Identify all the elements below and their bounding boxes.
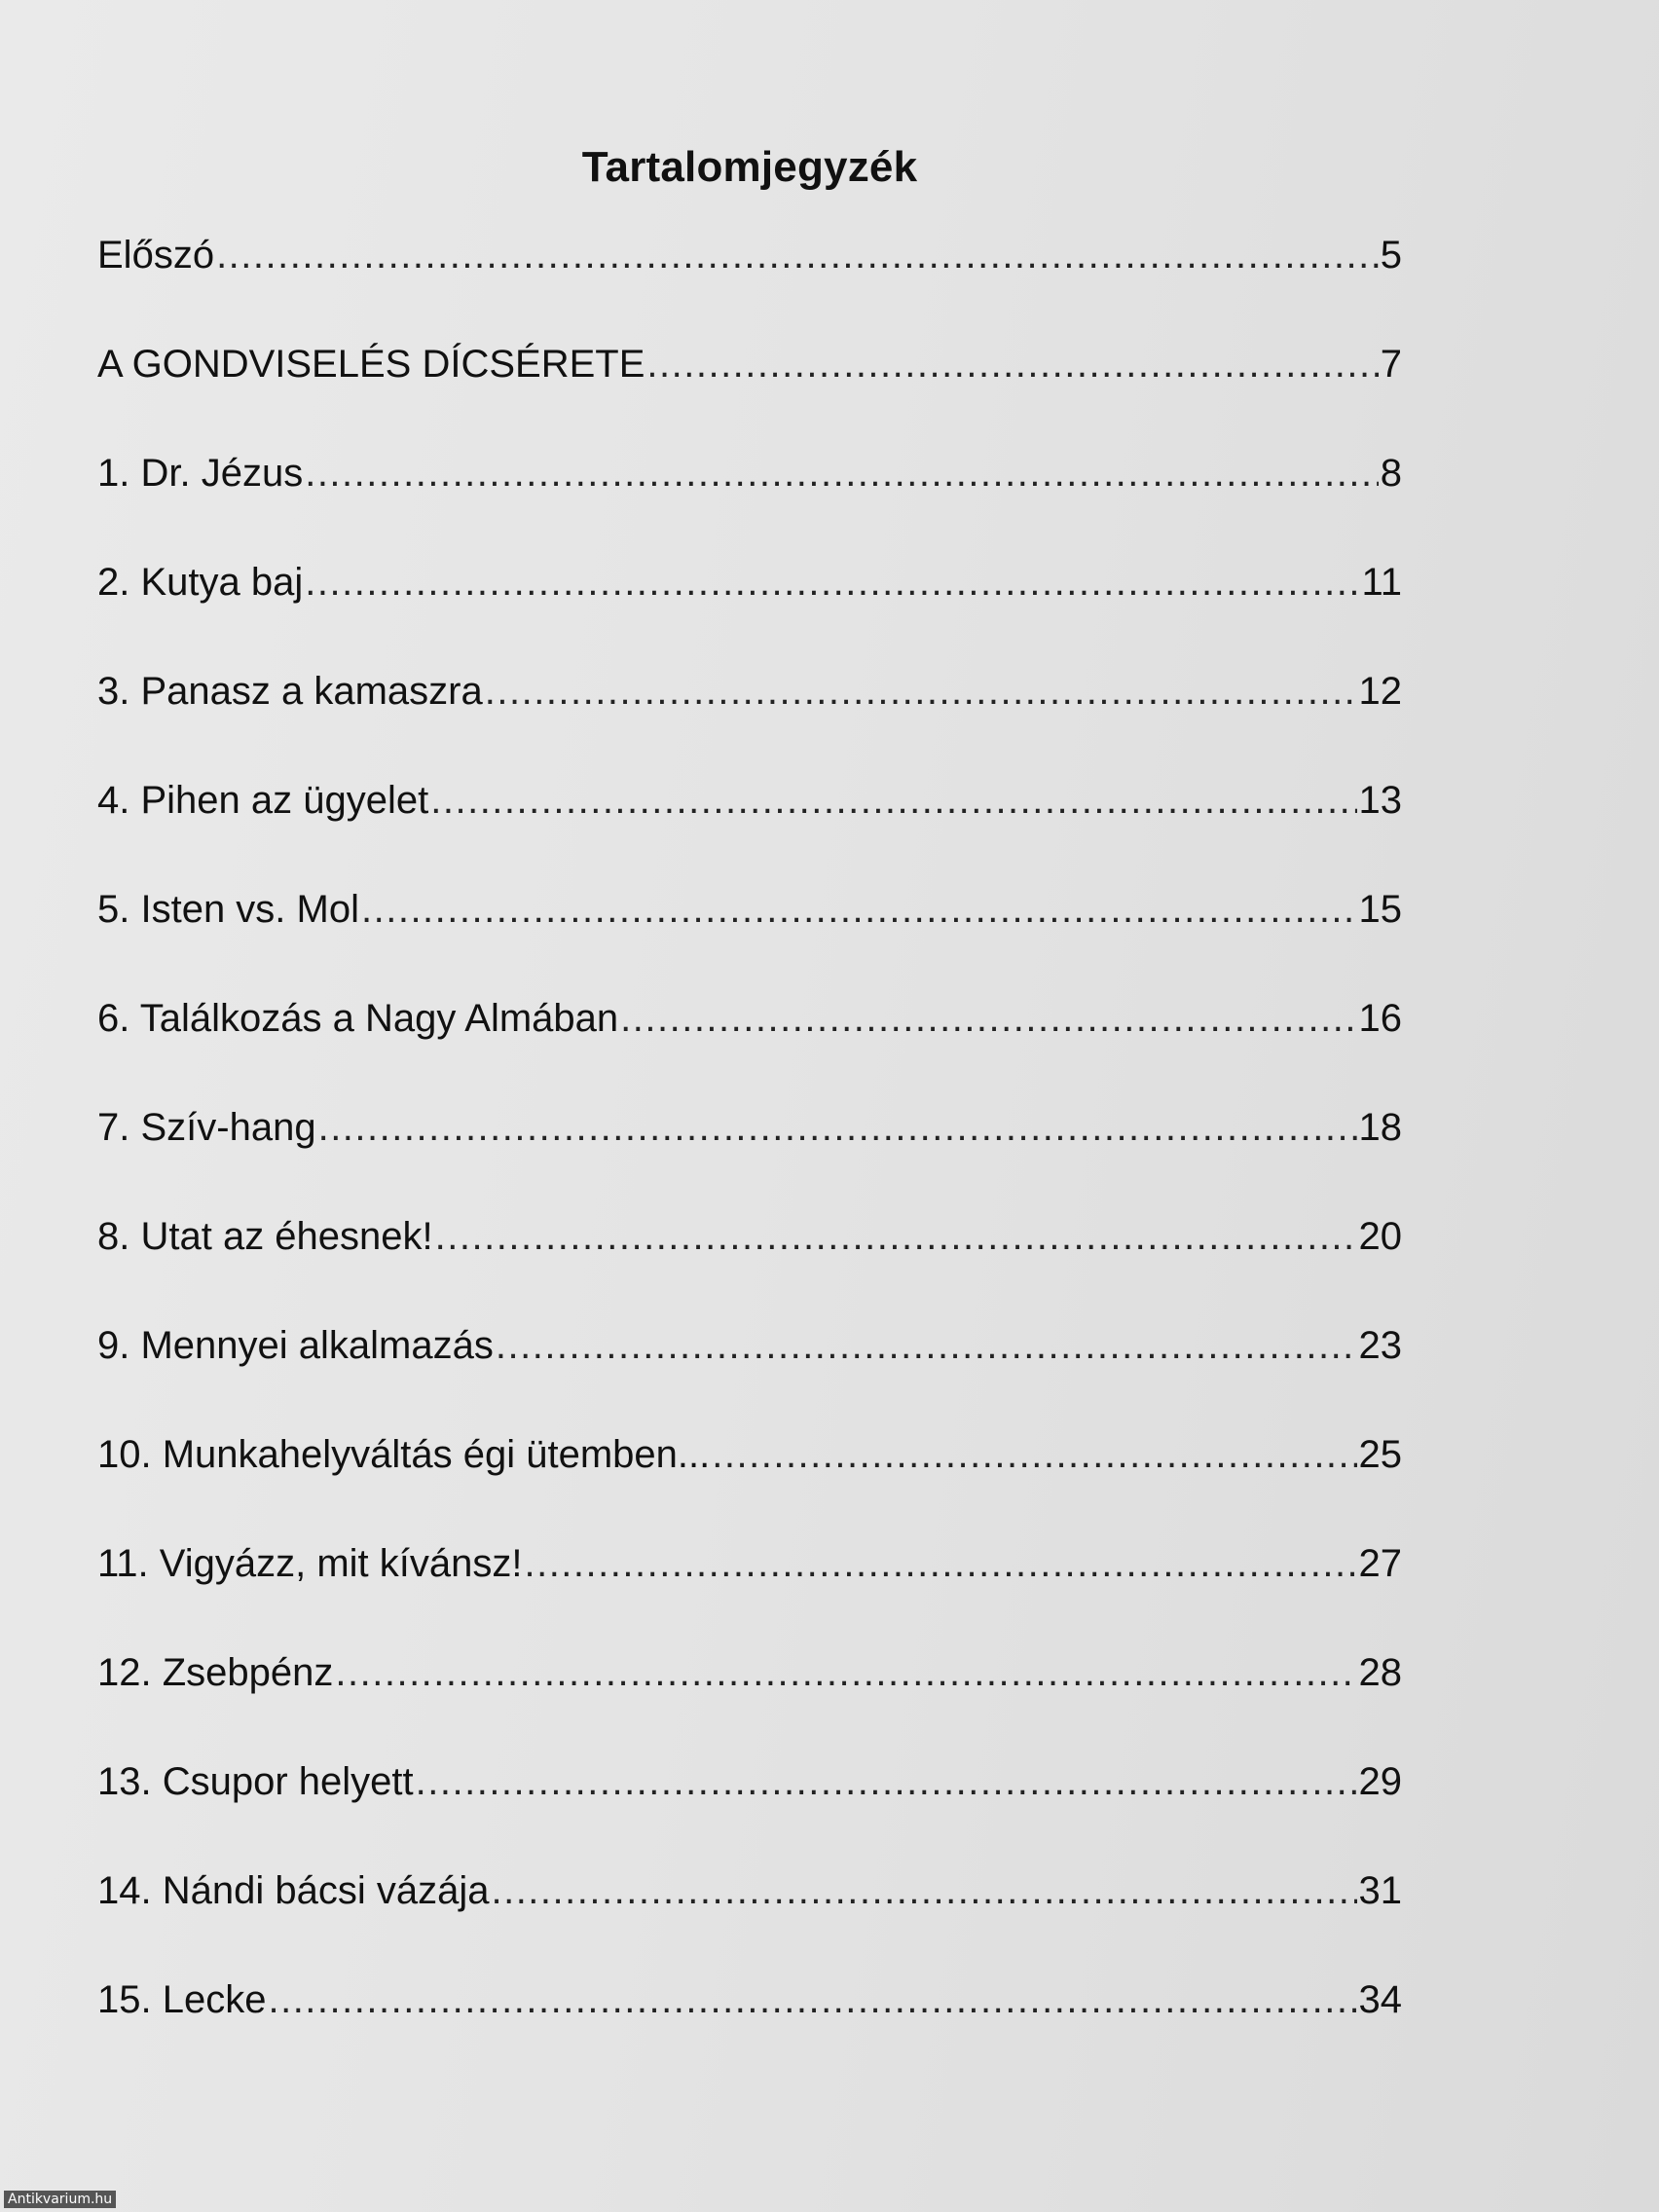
dot-leader bbox=[646, 343, 1378, 387]
toc-entry-page: 12 bbox=[1358, 670, 1402, 713]
toc-entry bbox=[97, 1542, 1402, 1651]
toc-entry bbox=[97, 452, 1402, 561]
toc-entry bbox=[97, 234, 1402, 343]
toc-entry bbox=[97, 1106, 1402, 1215]
toc-entry bbox=[97, 779, 1402, 888]
toc-entry-page: 34 bbox=[1358, 1978, 1402, 2021]
dot-leader bbox=[416, 1760, 1357, 1804]
toc-entry-page: 27 bbox=[1358, 1542, 1402, 1585]
toc-entry-title: 2. Kutya baj bbox=[97, 561, 304, 604]
toc-entry-page: 20 bbox=[1358, 1215, 1402, 1258]
dot-leader bbox=[318, 1106, 1357, 1150]
dot-leader bbox=[335, 1651, 1356, 1695]
toc-entry-title: 4. Pihen az ügyelet bbox=[97, 779, 429, 822]
dot-leader bbox=[430, 779, 1356, 823]
dot-leader bbox=[491, 1869, 1356, 1913]
toc-entry bbox=[97, 561, 1402, 670]
toc-entry-page: 23 bbox=[1358, 1324, 1402, 1367]
toc-entry bbox=[97, 888, 1402, 997]
dot-leader bbox=[712, 1433, 1356, 1477]
toc-entry bbox=[97, 1324, 1402, 1433]
toc-entry-page: 5 bbox=[1380, 234, 1402, 276]
toc-entry bbox=[97, 1651, 1402, 1760]
toc-entry-page: 25 bbox=[1358, 1433, 1402, 1476]
toc-entry bbox=[97, 1978, 1402, 2087]
toc-entry-title: 13. Csupor helyett bbox=[97, 1760, 414, 1803]
toc-entry-page: 13 bbox=[1358, 779, 1402, 822]
toc-entry-title: 10. Munkahelyváltás égi ütemben... bbox=[97, 1433, 711, 1476]
toc-entry-page: 29 bbox=[1358, 1760, 1402, 1803]
toc-entry-title: 14. Nándi bácsi vázája bbox=[97, 1869, 490, 1912]
toc-entry-title: 7. Szív-hang bbox=[97, 1106, 316, 1149]
toc-entry-title: 8. Utat az éhesnek! bbox=[97, 1215, 433, 1258]
toc-entry-title: Előszó bbox=[97, 234, 215, 276]
dot-leader bbox=[305, 452, 1379, 496]
watermark: Antikvarium.hu bbox=[4, 2191, 116, 2208]
toc-entry-title: 5. Isten vs. Mol bbox=[97, 888, 359, 931]
toc-entry-title: 12. Zsebpénz bbox=[97, 1651, 334, 1694]
dot-leader bbox=[361, 888, 1357, 932]
toc-entry-title: 15. Lecke bbox=[97, 1978, 267, 2021]
dot-leader bbox=[216, 234, 1379, 277]
dot-leader bbox=[620, 997, 1356, 1041]
toc-entry bbox=[97, 670, 1402, 779]
dot-leader bbox=[524, 1542, 1356, 1586]
toc-entry-title: A GONDVISELÉS DÍCSÉRETE bbox=[97, 343, 645, 386]
toc-entry-title: 1. Dr. Jézus bbox=[97, 452, 304, 495]
toc-entry bbox=[97, 1215, 1402, 1324]
dot-leader bbox=[268, 1978, 1356, 2022]
toc-entry-title: 11. Vigyázz, mit kívánsz! bbox=[97, 1542, 523, 1585]
toc-entry-page: 28 bbox=[1358, 1651, 1402, 1694]
toc-entry-page: 8 bbox=[1380, 452, 1402, 495]
dot-leader bbox=[305, 561, 1359, 605]
page-title: Tartalomjegyzék bbox=[581, 143, 918, 192]
toc-entry-page: 11 bbox=[1361, 561, 1402, 604]
dot-leader bbox=[496, 1324, 1357, 1368]
toc-entry bbox=[97, 343, 1402, 452]
toc-entry bbox=[97, 1760, 1402, 1869]
dot-leader bbox=[435, 1215, 1357, 1259]
toc-entry-page: 31 bbox=[1358, 1869, 1402, 1912]
toc-entry-page: 18 bbox=[1358, 1106, 1402, 1149]
toc-entry-page: 7 bbox=[1380, 343, 1402, 386]
table-of-contents bbox=[97, 234, 1402, 2087]
toc-entry-title: 6. Találkozás a Nagy Almában bbox=[97, 997, 619, 1040]
toc-entry-page: 16 bbox=[1358, 997, 1402, 1040]
dot-leader bbox=[485, 670, 1357, 714]
toc-entry-title: 9. Mennyei alkalmazás bbox=[97, 1324, 494, 1367]
toc-entry bbox=[97, 1869, 1402, 1978]
toc-entry-page: 15 bbox=[1358, 888, 1402, 931]
toc-entry bbox=[97, 1433, 1402, 1542]
toc-entry-title: 3. Panasz a kamaszra bbox=[97, 670, 483, 713]
toc-entry bbox=[97, 997, 1402, 1106]
